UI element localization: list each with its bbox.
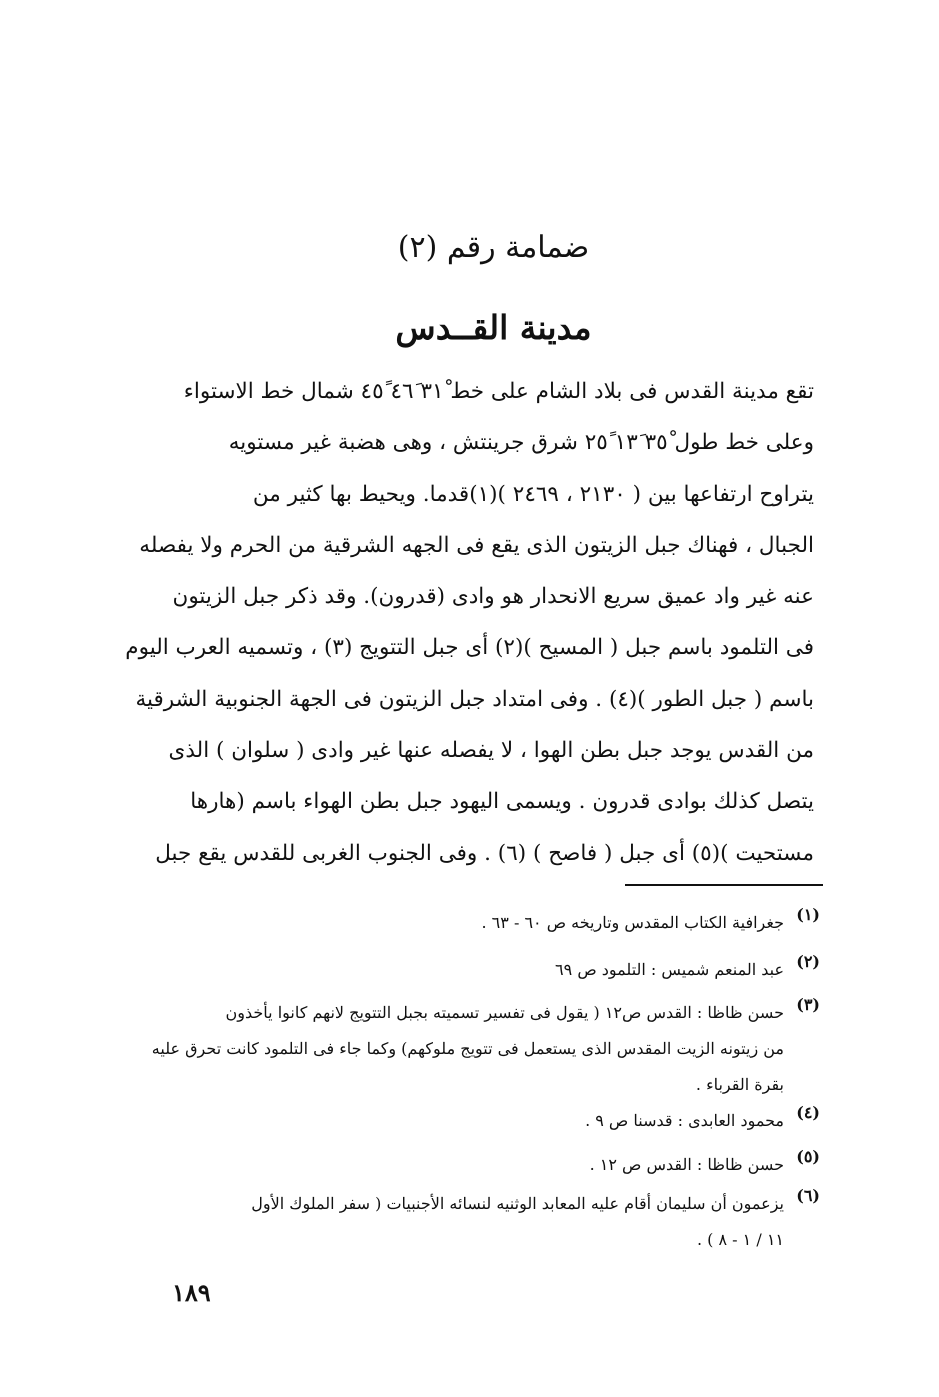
body-line: الجبال ، فهناك جبل الزيتون الذى يقع فى الجهه الشرقية من الحرم ولا يفصله [139, 532, 814, 558]
footnote-text: بقرة القرباء . [695, 1075, 784, 1094]
footnote-4 [160, 1103, 820, 1139]
body-line: يتراوح ارتفاعها بين ( ٢١٣٠ ، ٢٤٦٩ )(١)قدما. ويحيط بها كثير من [252, 481, 814, 507]
footnote-5 [160, 1147, 820, 1183]
footnote-text: جغرافية الكتاب المقدس وتاريخه ص ٦٠ - ٦٣ . [481, 913, 784, 932]
body-line: عنه غير واد عميق سريع الانحدار هو وادى (قدرون). وقد ذكر جبل الزيتون [172, 584, 814, 610]
footnote-text: حسن ظاظا : القدس ص١٢ ( يقول فى تفسير تسميته بجبل التتويج لانهم كانوا يأخذون [225, 1003, 784, 1022]
body-line: تقع مدينة القدس فى بلاد الشام على خط ٣١ْ ٤٦َ ٤٥ً شمال خط الاستواء [183, 379, 814, 404]
body-line: من القدس يوجد جبل بطن الهوا ، لا يفصله عنها غير وادى ( سلوان ) الذى [168, 738, 814, 764]
footnote-separator [625, 884, 823, 886]
footnote-text: ١١ / ١ - ٨ ) . [696, 1230, 784, 1249]
body-text [125, 366, 814, 879]
footnote-text: محمود العابدى : قدسنا ص ٩ . [585, 1111, 784, 1130]
footnote-number: (٢) [796, 952, 820, 971]
footnote-text: يزعمون أن سليمان أقام عليه المعابد الوثنيه لنسائه الأجنبيات ( سفر الملوك الأول [251, 1194, 784, 1213]
footnote-number: (١) [796, 905, 820, 924]
footnote-text: عبد المنعم شميس : التلمود ص ٦٩ [555, 960, 784, 979]
footnote-number: (٤) [796, 1103, 820, 1122]
footnote-1 [160, 905, 820, 941]
body-line: وعلى خط طول ٣٥ْ ١٣َ ٢٥ً شرق جرينتش ، وهى هضبة غير مستويه [228, 430, 814, 456]
footnote-number: (٦) [796, 1186, 820, 1205]
page-number: ١٨٩ [172, 1278, 211, 1307]
body-line: مستحيت )(٥) أى جبل ( فاصح ) (٦) . وفى الجنوب الغربى للقدس يقع جبل [155, 840, 814, 866]
appendix-title: ضمامة رقم (٢) [397, 230, 590, 265]
footnote-6 [160, 1186, 820, 1258]
footnote-3 [151, 995, 820, 1103]
body-line: باسم ( جبل الطور )(٤) . وفى امتداد جبل الزيتون فى الجهة الجنوبية الشرقية [135, 686, 814, 712]
body-line: فى التلمود باسم جبل ( المسيح )(٢) أى جبل التتويج (٣) ، وتسميه العرب اليوم [125, 635, 814, 661]
footnote-text: من زيتونه الزيت المقدس الذى يستعمل فى تتويج ملوكهم) وكما جاء فى التلمود كانت تحرق عليه [151, 1039, 784, 1058]
body-line: يتصل كذلك بوادى قدرون . ويسمى اليهود جبل بطن الهواء باسم (هارها [190, 789, 814, 815]
footnote-2 [160, 952, 820, 988]
footnote-text: حسن ظاظا : القدس ص ١٢ . [589, 1155, 784, 1174]
footnote-number: (٥) [796, 1147, 820, 1166]
footnote-number: (٣) [796, 995, 820, 1014]
section-title: مدينة القــدس [395, 308, 592, 347]
